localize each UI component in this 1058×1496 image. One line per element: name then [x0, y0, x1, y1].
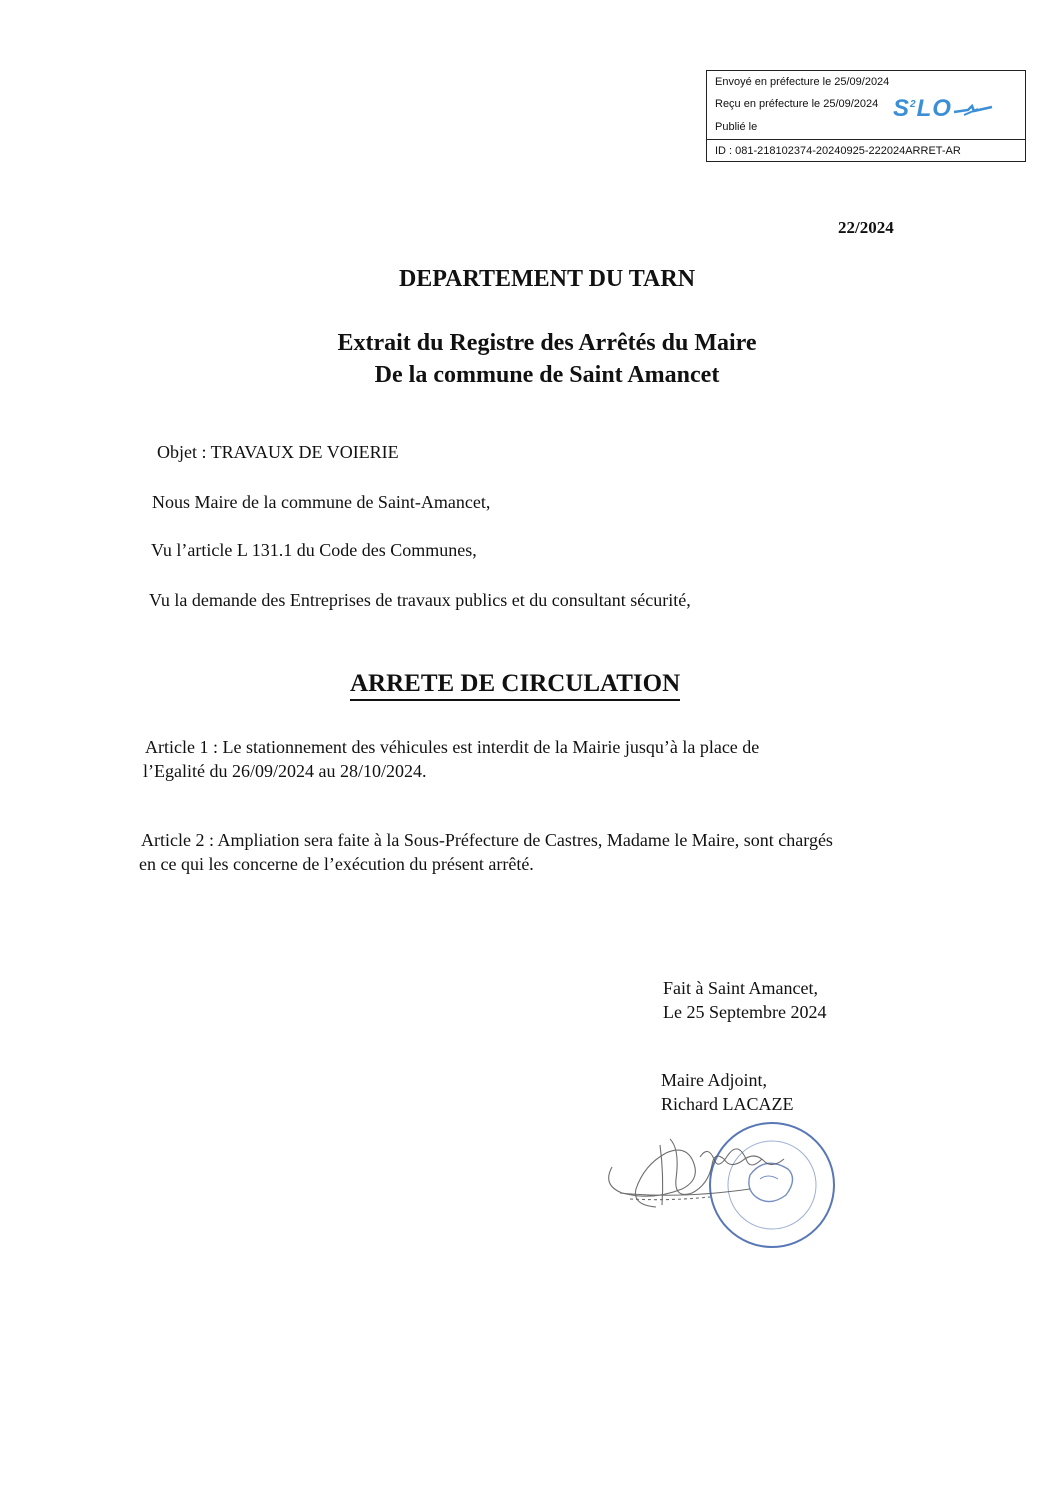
legal-basis-article: Vu l’article L 131.1 du Code des Communes,	[151, 540, 477, 560]
mairie-seal-icon	[600, 1095, 845, 1255]
prefecture-published-label: Publié le	[715, 121, 758, 133]
prefecture-sent-date: Envoyé en préfecture le 25/09/2024	[715, 76, 890, 88]
object-line: Objet : TRAVAUX DE VOIERIE	[157, 442, 399, 462]
article-2-line-1: Article 2 : Ampliation sera faite à la Sous-Préfecture de Castres, Madame le Maire, sont chargés	[141, 830, 833, 850]
article-1-line-2: l’Egalité du 26/09/2024 au 28/10/2024.	[143, 761, 427, 781]
legal-basis-request: Vu la demande des Entreprises de travaux publics et du consultant sécurité,	[149, 590, 691, 610]
seal-emblem-icon	[749, 1163, 793, 1201]
register-heading-line1: Extrait du Registre des Arrêtés du Maire	[337, 330, 757, 356]
signatory-name: Richard LACAZE	[661, 1094, 794, 1114]
signed-at-place: Fait à Saint Amancet,	[663, 978, 818, 998]
arrete-title: ARRETE DE CIRCULATION	[350, 670, 680, 701]
handwritten-signature-icon	[609, 1139, 784, 1207]
prefecture-act-id: ID : 081-218102374-20240925-222024ARRET-AR	[707, 139, 1025, 163]
prefecture-received-date: Reçu en préfecture le 25/09/2024	[715, 98, 879, 110]
signed-date: Le 25 Septembre 2024	[663, 1002, 827, 1022]
register-heading-line2: De la commune de Saint Amancet	[374, 362, 720, 388]
article-2-line-2: en ce qui les concerne de l’exécution du présent arrêté.	[139, 854, 534, 874]
prefecture-stamp-box	[706, 70, 1026, 162]
arrete-reference-number: 22/2024	[838, 218, 894, 237]
signatory-title: Maire Adjoint,	[661, 1070, 767, 1090]
mayor-statement: Nous Maire de la commune de Saint-Amancet,	[152, 492, 491, 512]
s2low-logo: $S^2LO$	[893, 95, 994, 123]
s2low-swoosh-icon	[952, 103, 994, 117]
department-heading: DEPARTEMENT DU TARN	[398, 266, 696, 292]
article-1-line-1: Article 1 : Le stationnement des véhicules est interdit de la Mairie jusqu’à la place de	[145, 737, 760, 757]
